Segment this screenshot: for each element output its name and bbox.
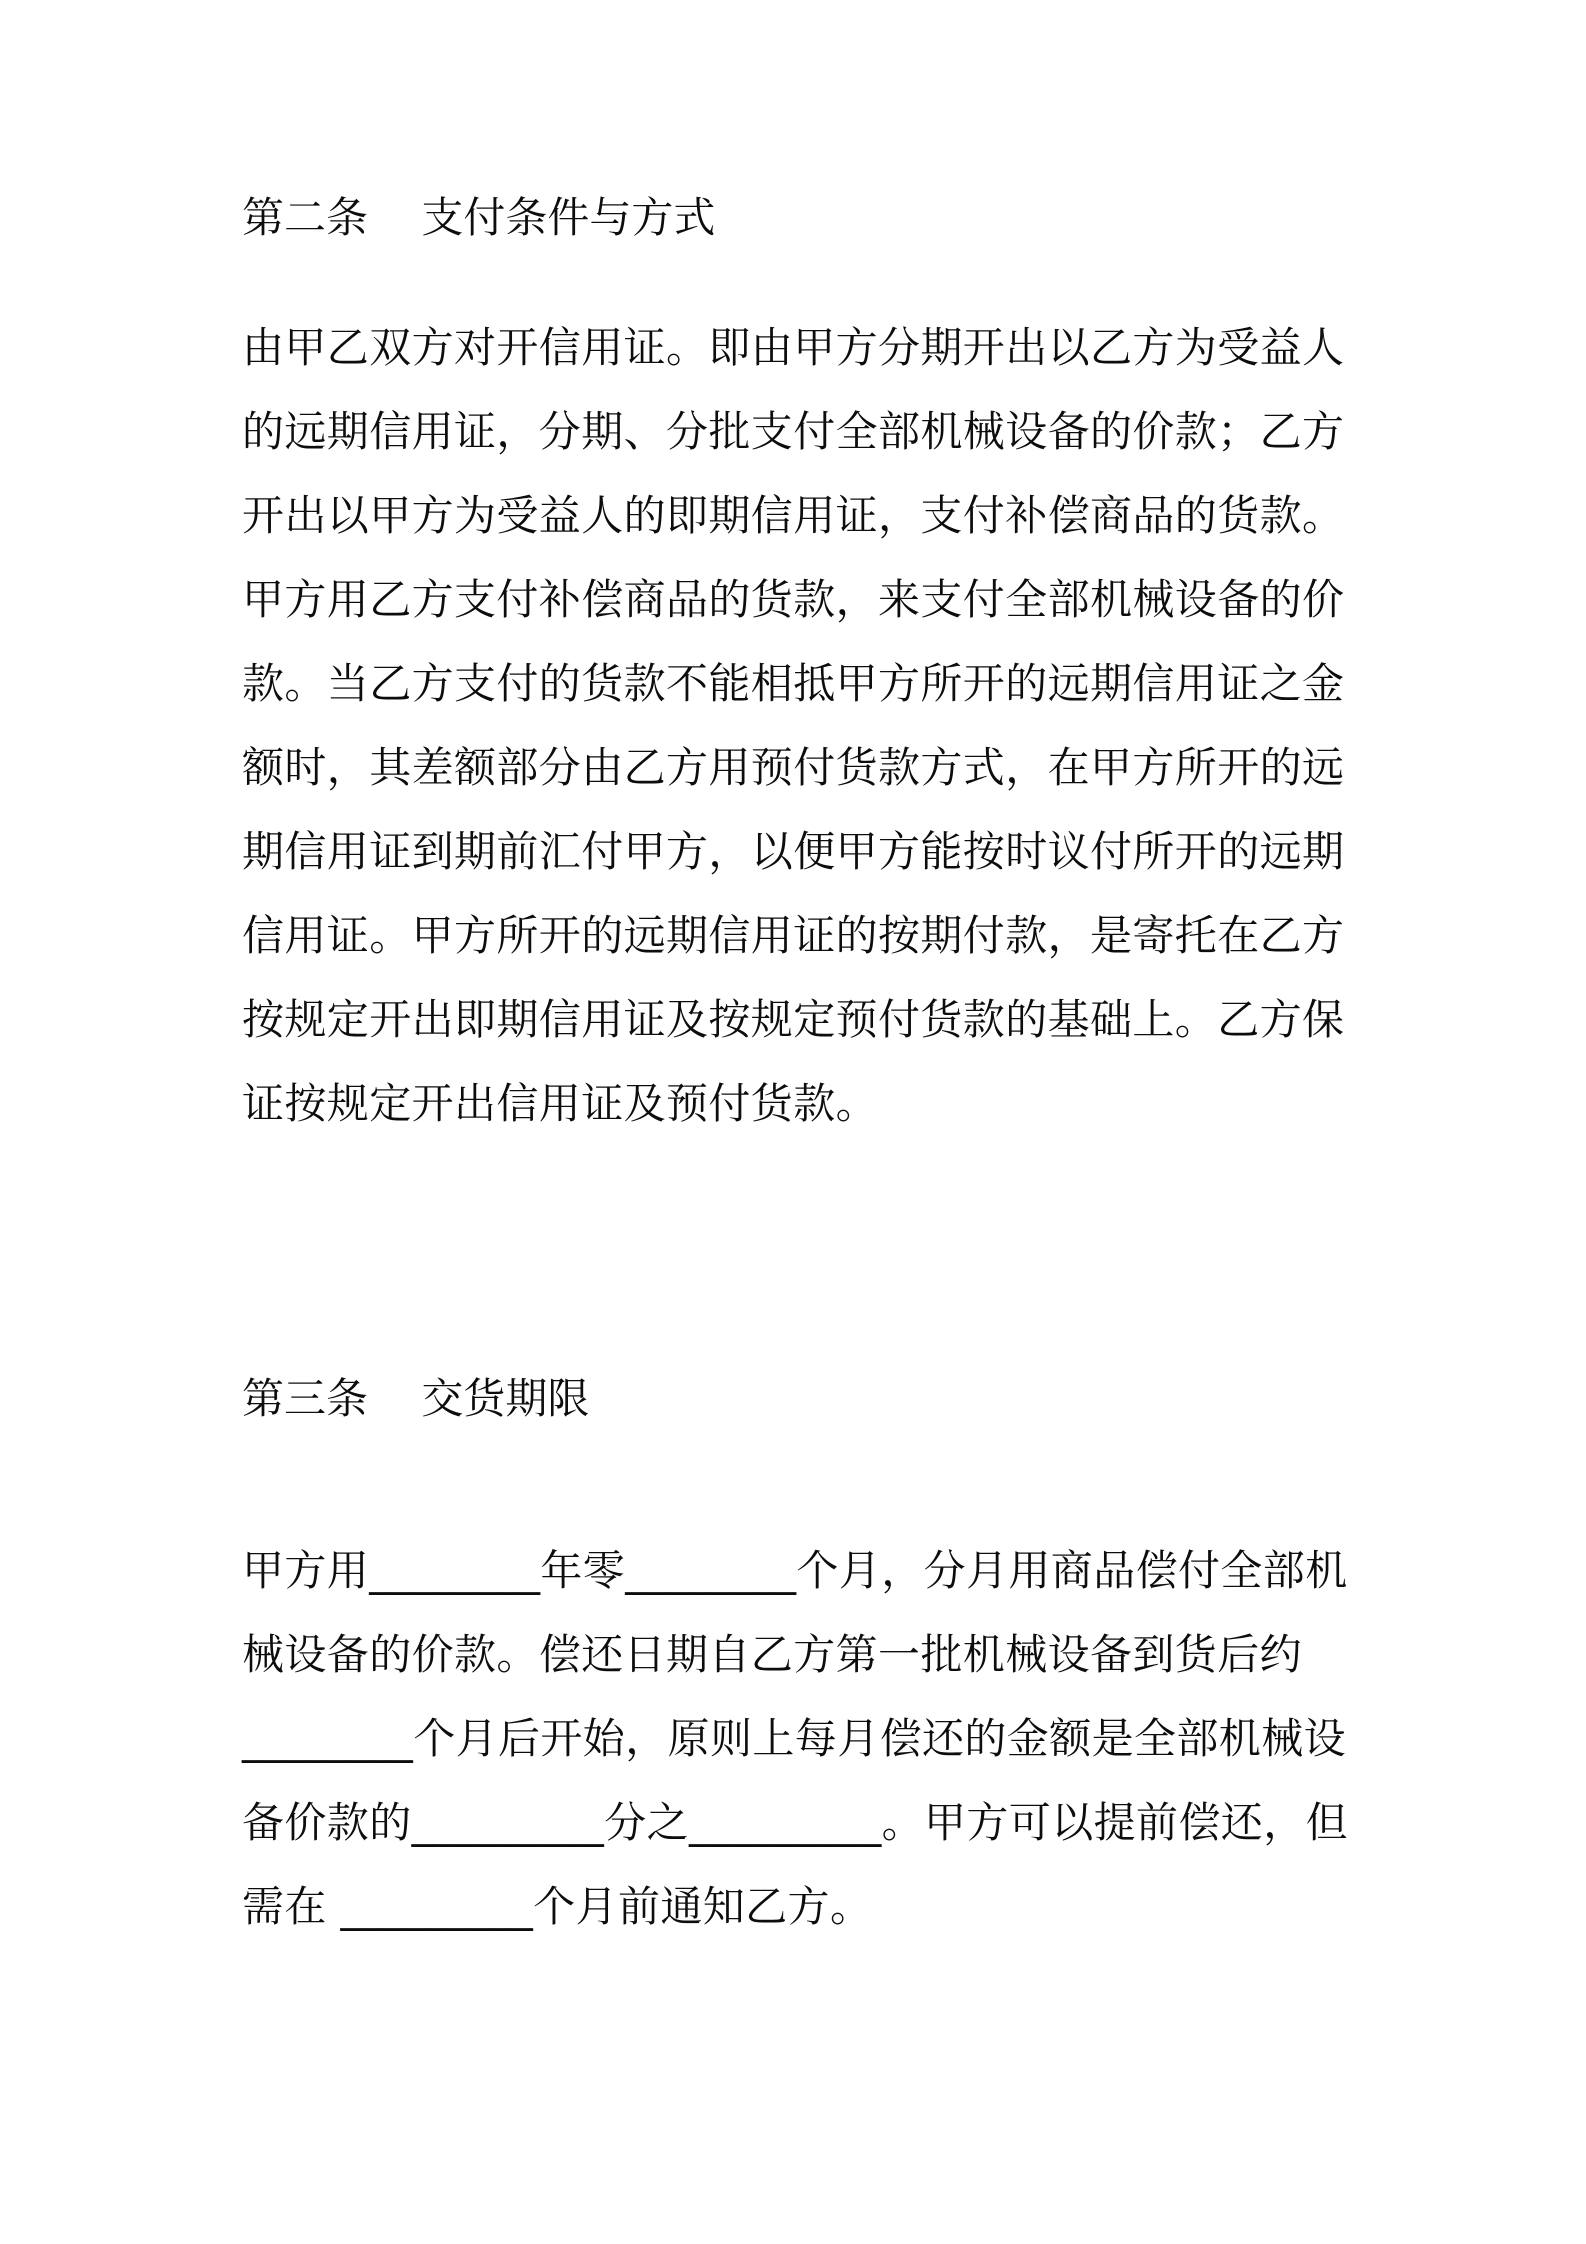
section-heading-article-2: 第二条 支付条件与方式 [242,193,716,242]
section-body-article-3 [242,1529,1362,1949]
section-body-article-2 [242,306,1362,1146]
text-line: 械设备的价款。偿还日期自乙方第一批机械设备到货后约 [242,1630,1303,1679]
text-line: 甲方用________年零________个月，分月用商品偿付全部机 [242,1546,1348,1595]
text-line: 证按规定开出信用证及预付货款。 [242,1079,879,1128]
text-line: 备价款的_________分之_________。甲方可以提前偿还，但 [242,1798,1349,1847]
text-line: 开出以甲方为受益人的即期信用证，支付补偿商品的货款。 [242,491,1345,540]
text-line: 需在 _________个月前通知乙方。 [242,1882,873,1931]
text-line: 信用证。甲方所开的远期信用证的按期付款，是寄托在乙方 [242,911,1345,960]
text-line: 甲方用乙方支付补偿商品的货款，来支付全部机械设备的价 [242,575,1345,624]
text-line: 期信用证到期前汇付甲方，以便甲方能按时议付所开的远期 [242,827,1345,876]
text-line: 由甲乙双方对开信用证。即由甲方分期开出以乙方为受益人 [242,323,1345,372]
text-line: 额时，其差额部分由乙方用预付货款方式，在甲方所开的远 [242,743,1345,792]
text-line: 款。当乙方支付的货款不能相抵甲方所开的远期信用证之金 [242,659,1345,708]
section-heading-article-3: 第三条 交货期限 [242,1374,590,1423]
text-line: 的远期信用证，分期、分批支付全部机械设备的价款；乙方 [242,407,1345,456]
text-line: ________个月后开始，原则上每月偿还的金额是全部机械设 [242,1714,1347,1763]
text-line: 按规定开出即期信用证及按规定预付货款的基础上。乙方保 [242,995,1345,1044]
